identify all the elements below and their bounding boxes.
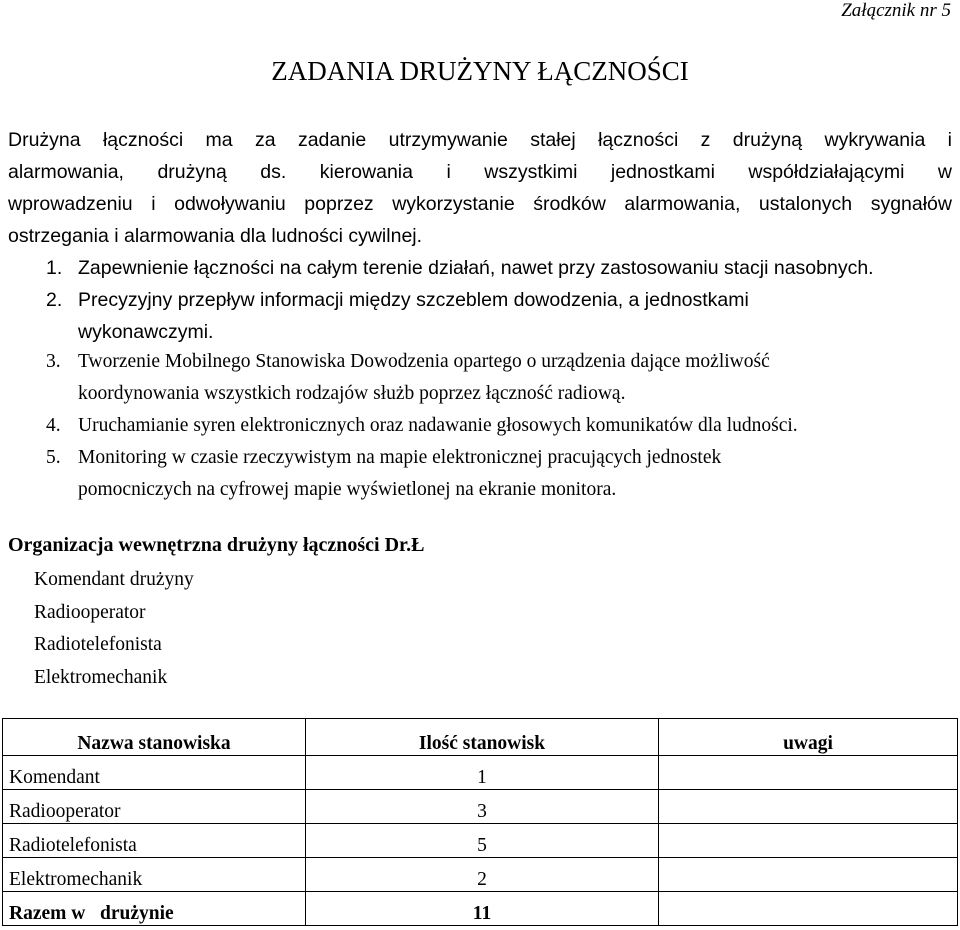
task-text-continued: koordynowania wszystkich rodzajów służb poprzez łączność radiową. bbox=[78, 383, 626, 404]
role-item: Radiotelefonista bbox=[34, 634, 162, 655]
task-number: 2. bbox=[46, 289, 63, 311]
header-notes: uwagi bbox=[659, 719, 958, 756]
table-row bbox=[3, 858, 958, 892]
intro-line: wprowadzeniu i odwoływaniu poprzez wykorzystanie środków alarmowania, ustalonych sygnałów bbox=[8, 193, 952, 215]
task-text: Precyzyjny przepływ informacji między szczeblem dowodzenia, a jednostkami bbox=[78, 289, 749, 311]
task-text-continued: wykonawczymi. bbox=[78, 321, 214, 343]
task-text: Tworzenie Mobilnego Stanowiska Dowodzenia opartego o urządzenia dające możliwość bbox=[78, 351, 770, 372]
cell-position-count: 3 bbox=[306, 790, 659, 824]
cell-notes bbox=[659, 790, 958, 824]
task-text: Monitoring w czasie rzeczywistym na mapie elektronicznej pracujących jednostek bbox=[78, 447, 722, 468]
annex-label: Załącznik nr 5 bbox=[841, 0, 951, 21]
task-number: 1. bbox=[46, 257, 63, 279]
intro-line: alarmowania, drużyną ds. kierowania i wszystkimi jednostkami współdziałającymi w bbox=[8, 161, 952, 183]
cell-position-count: 2 bbox=[306, 858, 659, 892]
cell-position-name: Komendant bbox=[3, 756, 306, 790]
cell-total-count: 11 bbox=[306, 892, 659, 926]
table-total-row bbox=[3, 892, 958, 926]
page-title: ZADANIA DRUŻYNY ŁĄCZNOŚCI bbox=[271, 56, 689, 86]
task-item bbox=[46, 284, 749, 348]
task-number: 5. bbox=[46, 447, 61, 468]
intro-paragraph bbox=[8, 124, 952, 252]
intro-line: ostrzegania i alarmowania dla ludności cywilnej. bbox=[8, 225, 423, 247]
cell-notes bbox=[659, 858, 958, 892]
task-item bbox=[46, 346, 770, 410]
task-item bbox=[46, 410, 798, 442]
task-item bbox=[46, 442, 721, 506]
role-item: Komendant drużyny bbox=[34, 569, 194, 590]
cell-total-notes bbox=[659, 892, 958, 926]
table-header-row bbox=[3, 719, 958, 756]
cell-position-count: 5 bbox=[306, 824, 659, 858]
cell-notes bbox=[659, 756, 958, 790]
cell-position-name: Radiotelefonista bbox=[3, 824, 306, 858]
task-text: Uruchamianie syren elektronicznych oraz nadawanie głosowych komunikatów dla ludności. bbox=[78, 415, 798, 436]
roles-list bbox=[34, 564, 194, 694]
table-row bbox=[3, 790, 958, 824]
task-number: 4. bbox=[46, 415, 61, 436]
cell-position-name: Elektromechanik bbox=[3, 858, 306, 892]
table-row bbox=[3, 756, 958, 790]
cell-position-name: Radiooperator bbox=[3, 790, 306, 824]
table-row bbox=[3, 824, 958, 858]
task-item bbox=[46, 252, 874, 284]
role-item: Radiooperator bbox=[34, 601, 146, 623]
header-position-count: Ilość stanowisk bbox=[306, 719, 659, 756]
role-item: Elektromechanik bbox=[34, 666, 168, 688]
cell-position-count: 1 bbox=[306, 756, 659, 790]
header-position-name: Nazwa stanowiska bbox=[3, 719, 306, 756]
cell-notes bbox=[659, 824, 958, 858]
intro-line: Drużyna łączności ma za zadanie utrzymywanie stałej łączności z drużyną wykrywania i bbox=[8, 129, 952, 151]
task-text-continued: pomocniczych na cyfrowej mapie wyświetlonej na ekranie monitora. bbox=[78, 479, 617, 500]
staff-table bbox=[2, 718, 958, 926]
task-number: 3. bbox=[46, 351, 61, 372]
org-heading: Organizacja wewnętrzna drużyny łączności Dr.Ł bbox=[8, 534, 425, 556]
cell-total-label: Razem w drużynie bbox=[3, 892, 306, 926]
task-text: Zapewnienie łączności na całym terenie działań, nawet przy zastosowaniu stacji nasobnych. bbox=[78, 257, 874, 279]
